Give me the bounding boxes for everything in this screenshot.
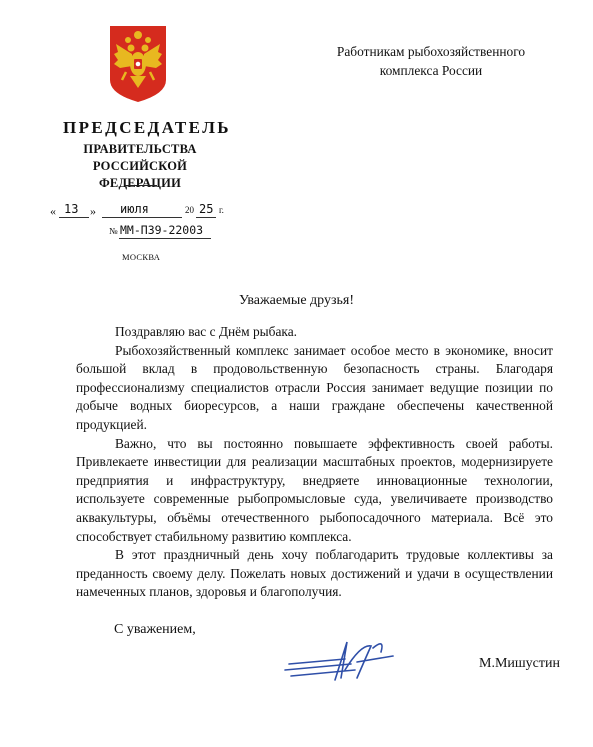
greeting: Уважаемые друзья! (238, 293, 354, 308)
number-prefix: № (109, 226, 118, 236)
recipient-line2: комплекса России (379, 63, 483, 78)
date-line (50, 201, 235, 221)
paragraph: Поздравляю вас с Днём рыбака. (115, 324, 297, 339)
date-close-quote: » (90, 204, 96, 218)
letterhead-title: ПРЕДСЕДАТЕЛЬ (63, 118, 231, 137)
paragraph: В этот праздничный день хочу поблагодарить трудовые коллективы за преданность своему делу. Пожелать новых достижений и удачи в осуществлении намеченных планов, здоровья и благополучия. (76, 547, 553, 600)
city-label: МОСКВА (122, 252, 161, 262)
registration-number (109, 222, 229, 242)
letterhead-subtitle-line2: РОССИЙСКОЙ ФЕДЕРАЦИИ (92, 159, 188, 190)
closing-text: С уважением, (114, 622, 196, 637)
date-year-prefix: 20 (185, 205, 194, 215)
date-day: 13 (64, 202, 79, 216)
recipient-block (306, 42, 556, 80)
date-year-suffix: 25 (199, 202, 214, 216)
paragraph: Важно, что вы постоянно повышаете эффективность своей работы. Привлекаете инвестиции для реализации масштабных проектов, модернизируете предприятия и инфраструктуру, внедряете инновационные технологии, используете современные рыбопромысловые суда, увеличиваете производство аквакультуры, объёмы отечественного рыбопосадочного материала. Всё это способствует стабильному развитию комплекса. (76, 435, 553, 544)
letter-body (76, 323, 553, 602)
paragraph: Рыбохозяйственный комплекс занимает особое место в экономике, вносит большой вклад в продовольственную безопасность страны. Благодаря профессионализму специалистов отрасли Россия занимает ведущие позиции по добыче водных биоресурсов, а наши граждане обеспечены качественной продукцией. (76, 342, 553, 432)
signer-name: М.Мишустин (479, 656, 560, 671)
handwritten-signature-icon (283, 634, 403, 684)
letterhead-divider (125, 185, 157, 186)
number-value: ММ-П39-22003 (120, 223, 204, 237)
date-open-quote: « (50, 204, 56, 218)
date-month: июля (120, 202, 149, 216)
recipient-line1: Работникам рыбохозяйственного (336, 44, 526, 59)
date-year-abbrev: г. (219, 205, 224, 215)
letterhead-subtitle-line1: ПРАВИТЕЛЬСТВА (83, 142, 197, 156)
coat-of-arms-icon (106, 22, 170, 104)
